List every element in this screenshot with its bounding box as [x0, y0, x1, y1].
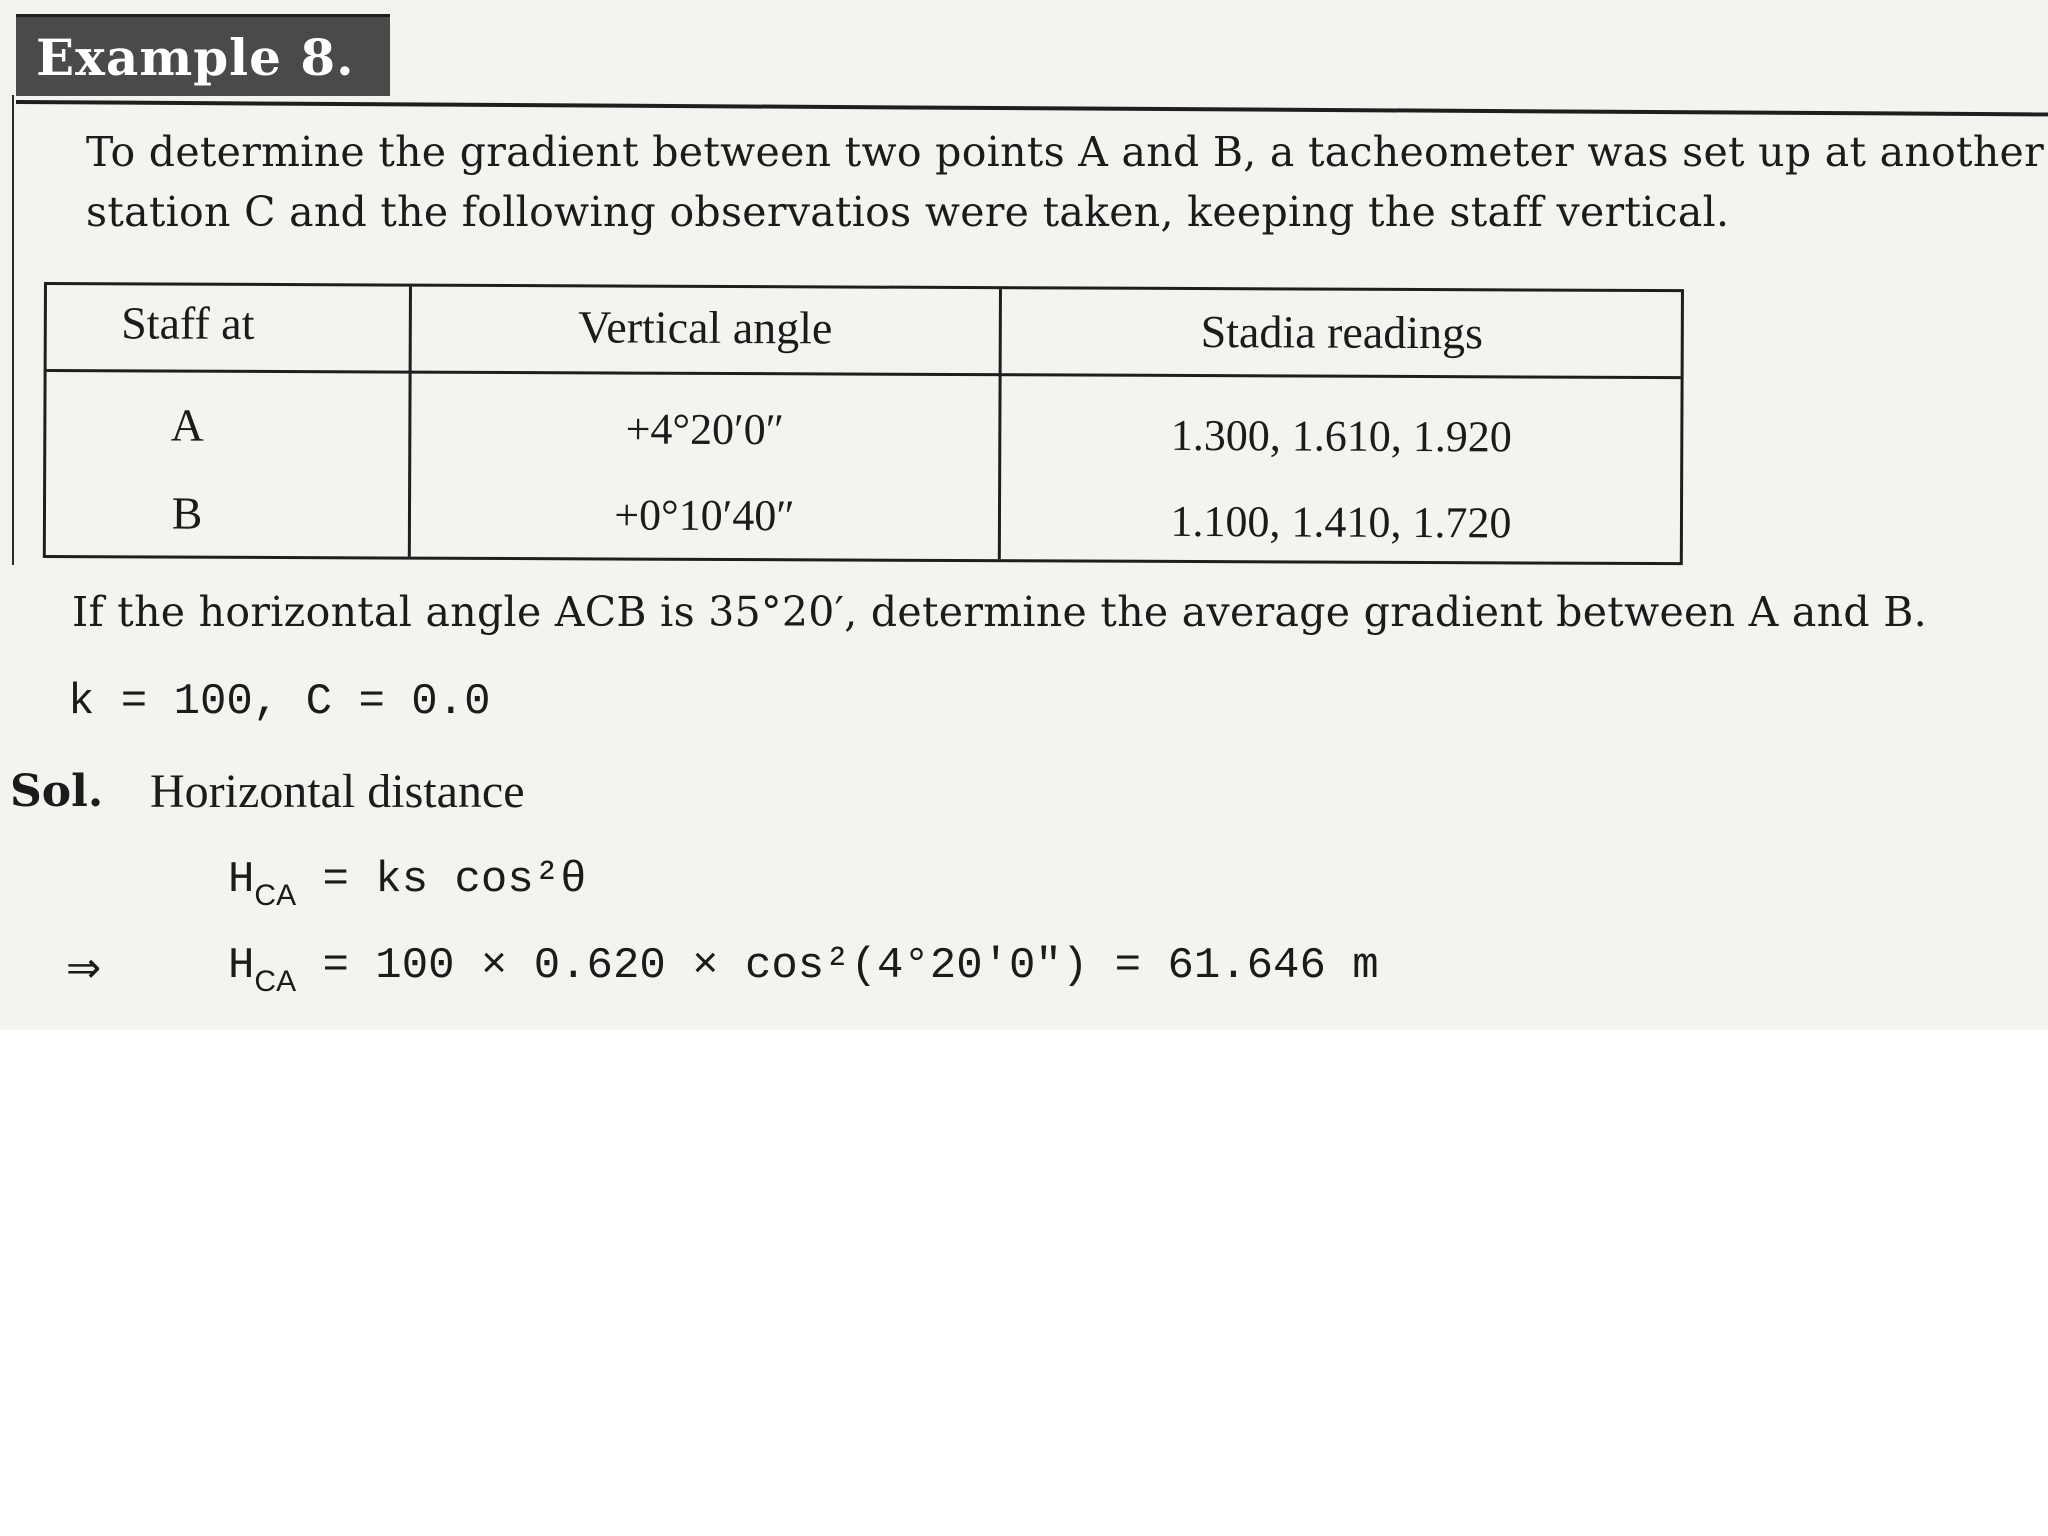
example-heading: Example 8. — [16, 14, 390, 96]
problem-line-2: station C and the following observatios were taken, keeping the staff vertical. — [86, 188, 1730, 236]
implies-arrow: ⇒ — [66, 943, 102, 992]
table-cell-stadia-b: 1.100, 1.410, 1.720 — [1170, 496, 1512, 548]
equation-2-subscript: CA — [254, 965, 297, 998]
equation-1-subscript: CA — [254, 879, 297, 912]
given-constants: k = 100, C = 0.0 — [68, 677, 491, 727]
problem-statement — [86, 122, 2046, 242]
solution-label: Sol. — [10, 766, 104, 817]
table-header-vertical-angle: Vertical angle — [578, 301, 833, 354]
left-margin-rule — [12, 95, 14, 565]
table-header-rule — [47, 369, 1681, 379]
equation-1-lhs: H — [228, 855, 255, 905]
table-cell-angle-b: +0°10′40″ — [614, 490, 795, 541]
table-cell-angle-a: +4°20′0″ — [625, 404, 785, 455]
problem-line-1: To determine the gradient between two points A and B, a tacheometer was set up at another — [86, 128, 2044, 176]
equation-1-rhs: = ks cos²θ — [322, 855, 587, 905]
equation-2-rhs: = 100 × 0.620 × cos²(4°20′0″) = 61.646 m — [322, 941, 1379, 991]
observation-table — [43, 282, 1684, 565]
question-condition: If the horizontal angle ACB is 35°20′, determine the average gradient between A and B. — [72, 588, 1927, 636]
solution-title: Horizontal distance — [150, 765, 525, 818]
table-cell-stadia-a: 1.300, 1.610, 1.920 — [1170, 410, 1512, 462]
table-header-stadia: Stadia readings — [1200, 306, 1484, 359]
equation-1 — [228, 850, 587, 926]
equation-2-lhs: H — [228, 941, 255, 991]
table-header-staff: Staff at — [121, 297, 255, 349]
table-cell-staff-b: B — [171, 487, 203, 539]
equation-2 — [228, 936, 1379, 1012]
table-cell-staff-a: A — [170, 399, 205, 451]
